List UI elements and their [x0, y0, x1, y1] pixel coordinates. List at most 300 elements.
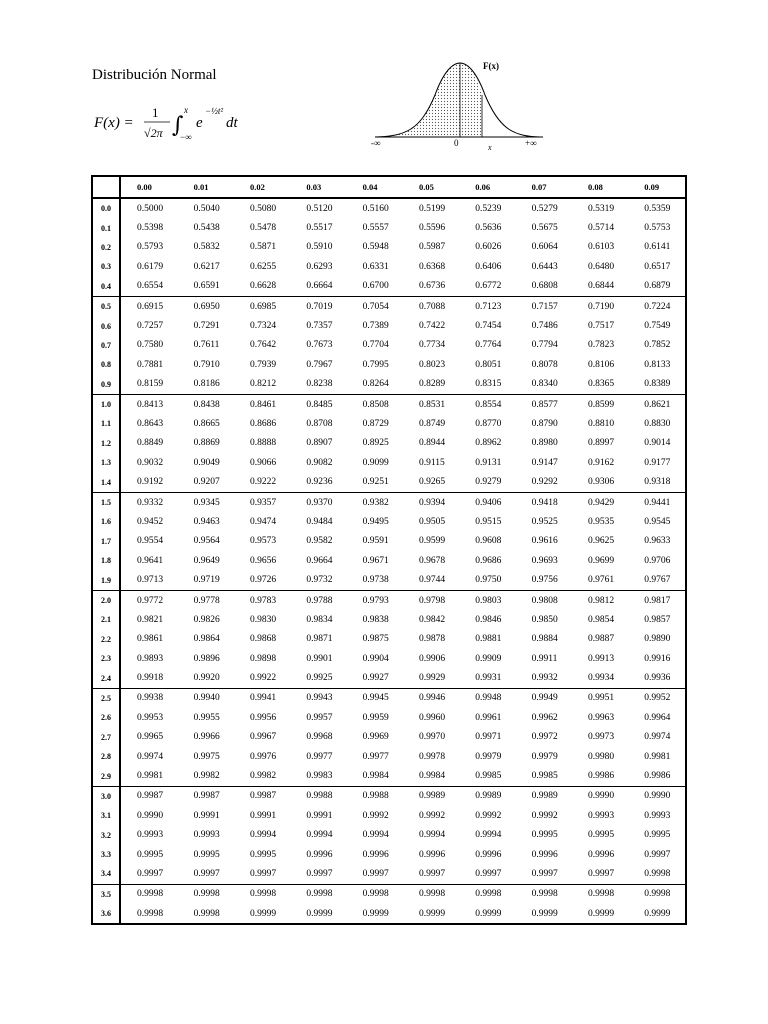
probability-cell: 0.9222 — [249, 477, 277, 488]
z-value-cell: 2.7 — [92, 728, 120, 747]
probability-cell: 0.6772 — [475, 281, 502, 292]
probability-cell: 0.9875 — [362, 634, 389, 645]
probability-cell: 0.6331 — [362, 261, 389, 272]
probability-cell: 0.9699 — [587, 555, 615, 566]
formula-exponent: −½t² — [205, 106, 224, 116]
z-value-cell: 1.4 — [92, 472, 120, 492]
probability-cell: 0.6736 — [418, 281, 446, 292]
z-value-cell: 3.5 — [92, 884, 120, 904]
probability-cell: 0.7704 — [362, 340, 389, 351]
probability-cell: 0.9767 — [644, 575, 671, 586]
probability-cell: 0.9992 — [418, 810, 446, 821]
corner-cell — [92, 176, 120, 198]
probability-cell: 0.9968 — [306, 732, 333, 743]
probability-cell: 0.9803 — [459, 590, 515, 610]
z-value-cell: 0.0 — [92, 198, 120, 218]
probability-cell: 0.9956 — [249, 712, 277, 723]
probability-cell: 0.7642 — [249, 340, 277, 351]
column-header: 0.05 — [403, 176, 459, 198]
probability-cell: 0.9989 — [459, 786, 515, 806]
probability-cell: 0.9971 — [475, 732, 502, 743]
probability-cell: 0.9854 — [587, 614, 615, 625]
probability-cell: 0.7549 — [644, 321, 671, 332]
probability-cell: 0.7673 — [306, 340, 333, 351]
probability-cell: 0.9345 — [178, 492, 234, 512]
probability-cell: 0.6179 — [137, 261, 164, 272]
probability-cell: 0.9949 — [516, 688, 572, 708]
probability-cell: 0.7764 — [475, 340, 502, 351]
table-row — [92, 786, 686, 806]
probability-cell: 0.8051 — [475, 359, 502, 370]
probability-cell: 0.9911 — [531, 653, 558, 664]
probability-cell: 0.9582 — [306, 536, 333, 547]
probability-cell: 0.9997 — [531, 868, 558, 879]
z-value-cell: 2.5 — [92, 688, 120, 708]
probability-cell: 0.9515 — [475, 516, 502, 527]
probability-cell: 0.6406 — [475, 261, 502, 272]
probability-cell: 0.7881 — [137, 359, 164, 370]
probability-cell: 0.8133 — [644, 359, 671, 370]
z-value-cell: 3.0 — [92, 786, 120, 806]
probability-cell: 0.9778 — [178, 590, 234, 610]
probability-cell: 0.9842 — [418, 614, 446, 625]
probability-cell: 0.5120 — [306, 203, 333, 214]
probability-cell: 0.7357 — [306, 321, 333, 332]
z-value-cell: 0.4 — [92, 277, 120, 297]
probability-cell: 0.8770 — [475, 418, 502, 429]
probability-cell: 0.9996 — [587, 849, 615, 860]
formula-differential: dt — [226, 115, 238, 131]
probability-cell: 0.9938 — [120, 688, 178, 708]
probability-cell: 0.9756 — [531, 575, 558, 586]
table-row — [92, 394, 686, 414]
table-row — [92, 570, 686, 590]
probability-cell: 0.7291 — [193, 321, 220, 332]
probability-cell: 0.9591 — [362, 536, 389, 547]
table-row — [92, 414, 686, 433]
probability-cell: 0.5793 — [137, 242, 164, 253]
probability-cell: 0.9974 — [137, 751, 164, 762]
probability-cell: 0.9965 — [137, 732, 164, 743]
probability-cell: 0.9998 — [290, 884, 346, 904]
probability-cell: 0.9972 — [531, 732, 558, 743]
probability-cell: 0.9772 — [120, 590, 178, 610]
table-row — [92, 649, 686, 668]
probability-cell: 0.9999 — [418, 908, 446, 919]
probability-cell: 0.9131 — [475, 457, 502, 468]
probability-cell: 0.9997 — [587, 868, 615, 879]
probability-cell: 0.9986 — [644, 771, 671, 782]
probability-cell: 0.9525 — [531, 516, 558, 527]
probability-cell: 0.5832 — [193, 242, 220, 253]
table-row — [92, 472, 686, 492]
probability-cell: 0.9999 — [475, 908, 502, 919]
probability-cell: 0.9192 — [137, 477, 164, 488]
probability-cell: 0.9441 — [628, 492, 686, 512]
probability-cell: 0.6628 — [249, 281, 277, 292]
probability-cell: 0.9987 — [120, 786, 178, 806]
probability-cell: 0.9864 — [193, 634, 220, 645]
probability-cell: 0.9981 — [644, 751, 671, 762]
z-value-cell: 2.4 — [92, 668, 120, 688]
probability-cell: 0.9783 — [234, 590, 290, 610]
probability-cell: 0.9564 — [193, 536, 220, 547]
probability-cell: 0.9998 — [459, 884, 515, 904]
z-value-cell: 2.9 — [92, 766, 120, 786]
probability-cell: 0.9996 — [531, 849, 558, 860]
probability-cell: 0.9974 — [644, 732, 671, 743]
probability-cell: 0.9988 — [347, 786, 403, 806]
z-value-cell: 1.7 — [92, 532, 120, 551]
probability-cell: 0.5319 — [587, 203, 615, 214]
probability-cell: 0.9535 — [587, 516, 615, 527]
probability-cell: 0.9980 — [587, 751, 615, 762]
probability-cell: 0.9573 — [249, 536, 277, 547]
zero-label: 0 — [454, 138, 459, 148]
table-row — [92, 277, 686, 297]
probability-cell: 0.7611 — [193, 340, 220, 351]
z-value-cell: 0.5 — [92, 296, 120, 316]
formula-lower-limit: −∞ — [180, 132, 192, 142]
probability-cell: 0.9963 — [587, 712, 615, 723]
probability-cell: 0.9382 — [347, 492, 403, 512]
probability-cell: 0.7088 — [403, 296, 459, 316]
probability-cell: 0.9995 — [587, 830, 615, 841]
probability-cell: 0.7580 — [137, 340, 164, 351]
probability-cell: 0.9821 — [137, 614, 164, 625]
probability-cell: 0.9664 — [306, 555, 333, 566]
formula-denominator: √2π — [144, 126, 163, 140]
z-value-cell: 0.1 — [92, 218, 120, 237]
probability-cell: 0.9922 — [249, 673, 277, 684]
table-row — [92, 512, 686, 531]
probability-cell: 0.9798 — [403, 590, 459, 610]
z-value-cell: 1.6 — [92, 512, 120, 531]
probability-cell: 0.6255 — [249, 261, 277, 272]
probability-cell: 0.9265 — [418, 477, 446, 488]
probability-cell: 0.9671 — [362, 555, 389, 566]
probability-cell: 0.7939 — [249, 359, 277, 370]
probability-cell: 0.8023 — [418, 359, 446, 370]
probability-cell: 0.9984 — [362, 771, 389, 782]
probability-cell: 0.9982 — [249, 771, 277, 782]
probability-cell: 0.7967 — [306, 359, 333, 370]
probability-cell: 0.7224 — [628, 296, 686, 316]
probability-cell: 0.9406 — [459, 492, 515, 512]
formula-lhs: F(x) = — [94, 115, 134, 131]
table-row — [92, 375, 686, 395]
probability-cell: 0.8962 — [475, 438, 502, 449]
probability-cell: 0.9318 — [644, 477, 671, 488]
x-label: x — [488, 143, 492, 152]
probability-cell: 0.9147 — [531, 457, 558, 468]
probability-cell: 0.9969 — [362, 732, 389, 743]
table-row — [92, 316, 686, 335]
probability-cell: 0.9983 — [306, 771, 333, 782]
probability-cell: 0.9418 — [516, 492, 572, 512]
probability-cell: 0.9998 — [403, 884, 459, 904]
column-header: 0.06 — [459, 176, 515, 198]
probability-cell: 0.9992 — [531, 810, 558, 821]
probability-cell: 0.9993 — [137, 830, 164, 841]
probability-cell: 0.9996 — [418, 849, 446, 860]
probability-cell: 0.9931 — [475, 673, 502, 684]
probability-cell: 0.9909 — [475, 653, 502, 664]
diagram-label: F(x) — [483, 61, 499, 71]
probability-cell: 0.6103 — [587, 242, 615, 253]
probability-cell: 0.9997 — [306, 868, 333, 879]
probability-cell: 0.9761 — [587, 575, 615, 586]
probability-cell: 0.9929 — [418, 673, 446, 684]
z-value-cell: 2.3 — [92, 649, 120, 668]
probability-cell: 0.8315 — [475, 379, 502, 390]
probability-cell: 0.9744 — [418, 575, 446, 586]
probability-cell: 0.9943 — [290, 688, 346, 708]
table-row — [92, 864, 686, 884]
probability-cell: 0.9686 — [475, 555, 502, 566]
probability-cell: 0.9545 — [644, 516, 671, 527]
probability-cell: 0.8980 — [531, 438, 558, 449]
probability-cell: 0.7852 — [644, 340, 671, 351]
probability-cell: 0.9099 — [362, 457, 389, 468]
probability-cell: 0.8577 — [516, 394, 572, 414]
probability-cell: 0.7995 — [362, 359, 389, 370]
table-row — [92, 257, 686, 276]
probability-cell: 0.6808 — [531, 281, 558, 292]
probability-cell: 0.9927 — [362, 673, 389, 684]
probability-cell: 0.9973 — [587, 732, 615, 743]
table-row — [92, 296, 686, 316]
probability-cell: 0.9625 — [587, 536, 615, 547]
probability-cell: 0.7517 — [587, 321, 615, 332]
probability-cell: 0.9985 — [531, 771, 558, 782]
probability-cell: 0.9898 — [249, 653, 277, 664]
probability-cell: 0.6141 — [644, 242, 671, 253]
probability-cell: 0.9975 — [193, 751, 220, 762]
z-value-cell: 1.8 — [92, 551, 120, 570]
probability-cell: 0.9738 — [362, 575, 389, 586]
probability-cell: 0.9817 — [628, 590, 686, 610]
probability-cell: 0.6664 — [306, 281, 333, 292]
probability-cell: 0.9997 — [193, 868, 220, 879]
probability-cell: 0.9994 — [418, 830, 446, 841]
probability-cell: 0.9918 — [137, 673, 164, 684]
probability-cell: 0.9957 — [306, 712, 333, 723]
z-value-cell: 1.9 — [92, 570, 120, 590]
probability-cell: 0.9998 — [572, 884, 628, 904]
probability-cell: 0.5080 — [249, 203, 277, 214]
formula-numerator: 1 — [152, 105, 159, 120]
z-value-cell: 3.2 — [92, 826, 120, 845]
probability-cell: 0.9292 — [531, 477, 558, 488]
probability-cell: 0.7454 — [475, 321, 502, 332]
probability-cell: 0.9978 — [418, 751, 446, 762]
z-value-cell: 0.9 — [92, 375, 120, 395]
probability-cell: 0.9719 — [193, 575, 220, 586]
table-header-row — [92, 176, 686, 198]
probability-cell: 0.9793 — [347, 590, 403, 610]
probability-cell: 0.8869 — [193, 438, 220, 449]
probability-cell: 0.8925 — [362, 438, 389, 449]
probability-cell: 0.9995 — [249, 849, 277, 860]
probability-cell: 0.8438 — [178, 394, 234, 414]
probability-cell: 0.9995 — [644, 830, 671, 841]
probability-cell: 0.9995 — [137, 849, 164, 860]
z-value-cell: 2.6 — [92, 708, 120, 727]
probability-cell: 0.9984 — [418, 771, 446, 782]
probability-cell: 0.9999 — [362, 908, 389, 919]
probability-cell: 0.7794 — [531, 340, 558, 351]
table-row — [92, 590, 686, 610]
probability-cell: 0.6217 — [193, 261, 220, 272]
probability-cell: 0.8365 — [587, 379, 615, 390]
z-value-cell: 1.5 — [92, 492, 120, 512]
probability-cell: 0.7910 — [193, 359, 220, 370]
probability-cell: 0.9901 — [306, 653, 333, 664]
probability-cell: 0.9032 — [137, 457, 164, 468]
table-row — [92, 845, 686, 864]
z-value-cell: 1.0 — [92, 394, 120, 414]
table-row — [92, 708, 686, 727]
probability-cell: 0.9961 — [475, 712, 502, 723]
probability-cell: 0.9997 — [362, 868, 389, 879]
probability-cell: 0.9992 — [362, 810, 389, 821]
probability-cell: 0.9970 — [418, 732, 446, 743]
table-row — [92, 492, 686, 512]
z-value-cell: 2.8 — [92, 747, 120, 766]
probability-cell: 0.8708 — [306, 418, 333, 429]
probability-cell: 0.8289 — [418, 379, 446, 390]
probability-cell: 0.9998 — [644, 868, 671, 879]
table-row — [92, 904, 686, 924]
probability-cell: 0.9177 — [644, 457, 671, 468]
probability-cell: 0.9994 — [475, 830, 502, 841]
probability-cell: 0.9649 — [193, 555, 220, 566]
probability-cell: 0.9115 — [418, 457, 445, 468]
probability-cell: 0.9656 — [249, 555, 277, 566]
probability-cell: 0.7190 — [572, 296, 628, 316]
probability-cell: 0.9936 — [644, 673, 671, 684]
probability-cell: 0.9834 — [306, 614, 333, 625]
probability-cell: 0.9920 — [193, 673, 220, 684]
table-row — [92, 728, 686, 747]
probability-cell: 0.9913 — [587, 653, 615, 664]
probability-cell: 0.9993 — [644, 810, 671, 821]
probability-cell: 0.9881 — [475, 634, 502, 645]
probability-cell: 0.9014 — [644, 438, 671, 449]
probability-cell: 0.5478 — [249, 223, 277, 234]
probability-cell: 0.9991 — [249, 810, 277, 821]
probability-cell: 0.9394 — [403, 492, 459, 512]
probability-cell: 0.9999 — [306, 908, 333, 919]
z-value-cell: 1.2 — [92, 434, 120, 453]
probability-cell: 0.5199 — [418, 203, 446, 214]
page-title: Distribución Normal — [92, 67, 217, 83]
probability-cell: 0.9966 — [193, 732, 220, 743]
probability-cell: 0.7734 — [418, 340, 446, 351]
probability-cell: 0.5557 — [362, 223, 389, 234]
probability-cell: 0.9357 — [234, 492, 290, 512]
probability-cell: 0.9429 — [572, 492, 628, 512]
probability-cell: 0.8554 — [459, 394, 515, 414]
probability-cell: 0.9236 — [306, 477, 333, 488]
probability-cell: 0.9861 — [137, 634, 164, 645]
probability-cell: 0.6950 — [178, 296, 234, 316]
probability-cell: 0.9998 — [347, 884, 403, 904]
probability-cell: 0.7257 — [137, 321, 164, 332]
probability-cell: 0.9838 — [362, 614, 389, 625]
probability-cell: 0.9678 — [418, 555, 446, 566]
shaded-area — [375, 63, 482, 137]
column-header: 0.00 — [120, 176, 178, 198]
probability-cell: 0.9484 — [306, 516, 333, 527]
probability-cell: 0.9994 — [306, 830, 333, 841]
probability-cell: 0.9162 — [587, 457, 615, 468]
probability-cell: 0.9713 — [137, 575, 164, 586]
probability-cell: 0.9251 — [362, 477, 389, 488]
neg-inf-label: -∞ — [371, 138, 381, 148]
probability-cell: 0.9988 — [290, 786, 346, 806]
probability-cell: 0.9998 — [120, 884, 178, 904]
probability-cell: 0.9999 — [531, 908, 558, 919]
probability-cell: 0.6443 — [531, 261, 558, 272]
probability-cell: 0.6700 — [362, 281, 389, 292]
column-header: 0.03 — [290, 176, 346, 198]
probability-cell: 0.8264 — [362, 379, 389, 390]
probability-cell: 0.9940 — [178, 688, 234, 708]
probability-cell: 0.9993 — [193, 830, 220, 841]
table-row — [92, 688, 686, 708]
probability-cell: 0.9890 — [644, 634, 671, 645]
probability-cell: 0.9850 — [531, 614, 558, 625]
probability-cell: 0.8461 — [234, 394, 290, 414]
table-row — [92, 355, 686, 374]
probability-cell: 0.8621 — [628, 394, 686, 414]
probability-cell: 0.9332 — [120, 492, 178, 512]
probability-cell: 0.9985 — [475, 771, 502, 782]
probability-cell: 0.9989 — [516, 786, 572, 806]
probability-cell: 0.9599 — [418, 536, 446, 547]
probability-cell: 0.5517 — [306, 223, 333, 234]
probability-cell: 0.5714 — [587, 223, 615, 234]
probability-cell: 0.6368 — [418, 261, 446, 272]
table-row — [92, 766, 686, 786]
probability-cell: 0.8599 — [572, 394, 628, 414]
probability-cell: 0.8686 — [249, 418, 277, 429]
probability-cell: 0.9995 — [193, 849, 220, 860]
table-row — [92, 218, 686, 237]
table-row — [92, 551, 686, 570]
integral-sign: ∫ — [172, 113, 184, 138]
probability-cell: 0.8665 — [193, 418, 220, 429]
probability-cell: 0.9893 — [137, 653, 164, 664]
probability-cell: 0.5359 — [644, 203, 671, 214]
probability-cell: 0.5753 — [644, 223, 671, 234]
probability-cell: 0.8212 — [249, 379, 277, 390]
probability-cell: 0.9997 — [137, 868, 164, 879]
probability-cell: 0.8729 — [362, 418, 389, 429]
probability-cell: 0.9951 — [572, 688, 628, 708]
probability-cell: 0.8830 — [644, 418, 671, 429]
probability-cell: 0.9982 — [193, 771, 220, 782]
probability-cell: 0.6293 — [306, 261, 333, 272]
table-row — [92, 453, 686, 472]
z-value-cell: 1.1 — [92, 414, 120, 433]
probability-cell: 0.5040 — [193, 203, 220, 214]
probability-cell: 0.9868 — [249, 634, 277, 645]
probability-cell: 0.9495 — [362, 516, 389, 527]
column-header: 0.08 — [572, 176, 628, 198]
